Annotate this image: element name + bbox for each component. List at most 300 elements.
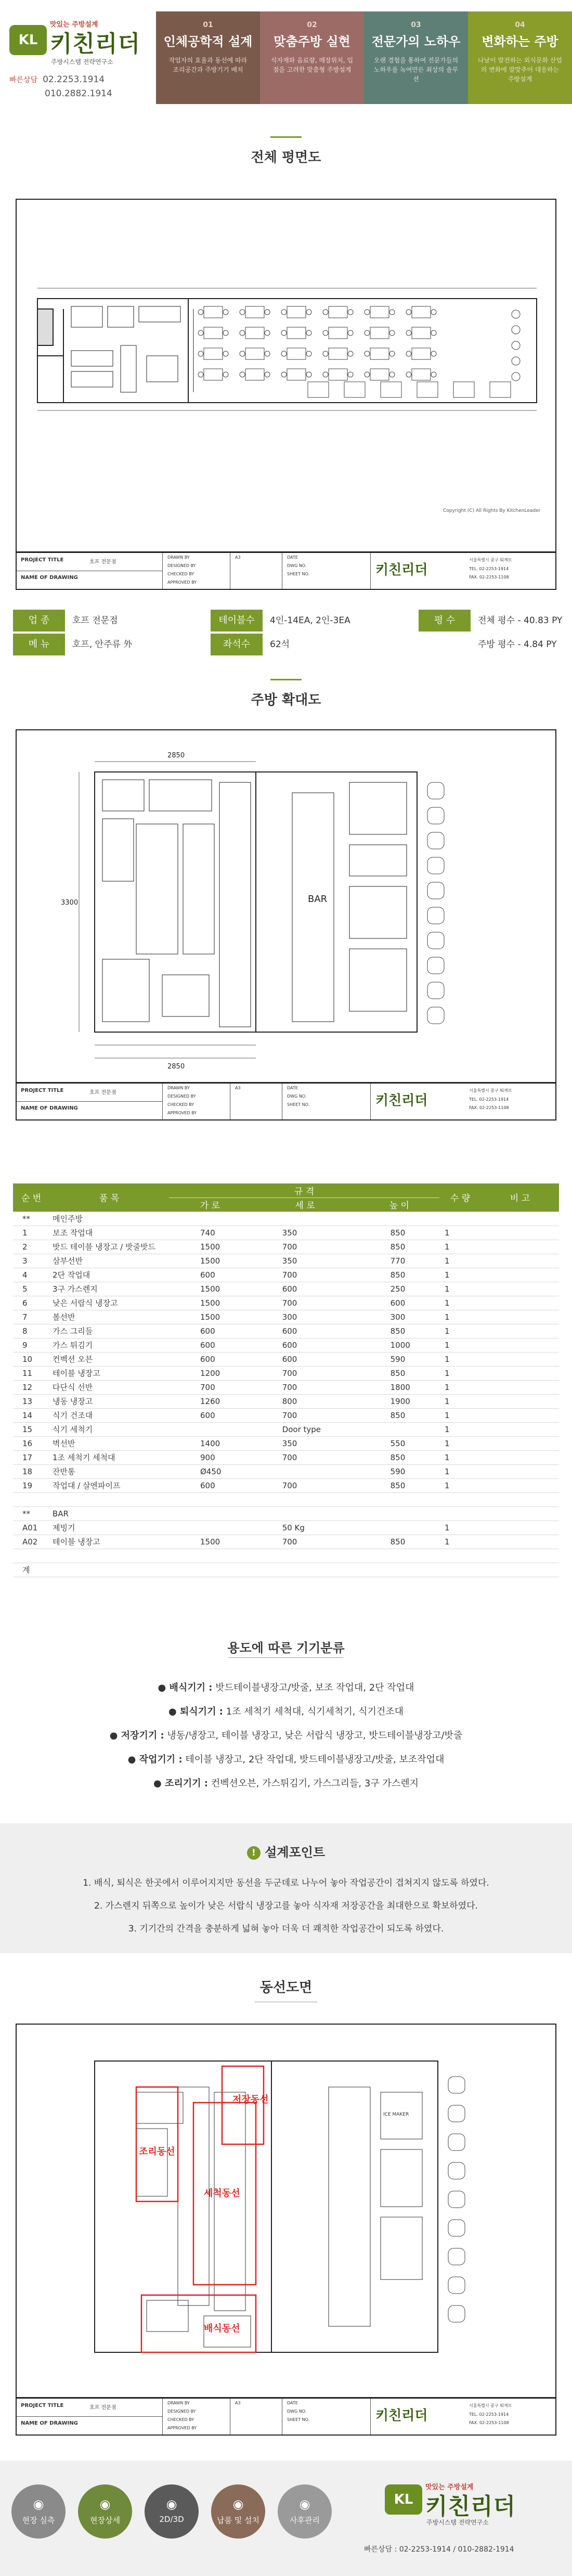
dining-table [287, 348, 306, 359]
tb-divider [17, 1101, 162, 1102]
tb-address: 서울특별시 중구 퇴계로 [469, 558, 512, 562]
cell-no: A02 [22, 1537, 38, 1547]
bar-stool [427, 932, 444, 949]
tb-date: DATE [287, 1086, 298, 1090]
cell-note [481, 1268, 559, 1282]
cell-w: 1500 [200, 1298, 220, 1308]
table-row [13, 1352, 559, 1366]
chair [265, 351, 270, 356]
cell-qty: 1 [445, 1312, 450, 1322]
dining-table [204, 306, 223, 318]
table-row [13, 1563, 559, 1577]
bar-stool [448, 2077, 465, 2093]
tb-divider [162, 1084, 163, 1119]
cell-h: 1900 [390, 1396, 410, 1406]
bar-stool [427, 1007, 444, 1024]
bar-label: BAR [308, 894, 328, 905]
chair [223, 310, 228, 315]
cell-qty: 1 [445, 1480, 450, 1490]
table-row [13, 1366, 559, 1380]
cell-no [13, 1492, 49, 1506]
cell-name [49, 1492, 169, 1506]
cell-note [481, 1521, 559, 1535]
chair [389, 372, 395, 377]
cell-w: 1500 [200, 1256, 220, 1266]
tb-date: DATE [287, 555, 298, 560]
cell-name: 벽선반 [53, 1439, 75, 1448]
chair [389, 310, 395, 315]
booth [490, 382, 511, 397]
table-row [13, 1310, 559, 1324]
cell-d: 300 [282, 1312, 297, 1322]
cell-w: 1500 [200, 1537, 220, 1547]
phone-label: 빠른상담 [9, 76, 38, 84]
logo-name: 키친리더 [425, 2493, 516, 2520]
cell-d: 700 [282, 1452, 297, 1462]
cell-note [481, 1549, 559, 1563]
table-row [13, 1254, 559, 1268]
kitchen-plan-svg [17, 730, 555, 1082]
chair [223, 330, 228, 336]
title-bar [270, 679, 302, 680]
table-row [13, 1436, 559, 1450]
tb-project-title: PROJECT TITLE [21, 557, 64, 563]
bar-stool [427, 907, 444, 924]
table-row [13, 1394, 559, 1408]
table-row [13, 1549, 559, 1563]
bar-stool [427, 807, 444, 824]
card-desc: 식자재와 음료량, 매장위치, 입점을 고려한 맞춤형 주방설계 [270, 57, 354, 73]
logo-sub: 맛있는 주방설계 [50, 21, 98, 29]
bar-stool [448, 2305, 465, 2322]
tb-sheet: SHEET NO. [287, 572, 310, 576]
flow-plan-drawing [16, 2024, 556, 2398]
logo-mark-icon: KL [385, 2484, 422, 2515]
chair [348, 310, 353, 315]
cell-qty: 1 [445, 1354, 450, 1364]
cell-note [481, 1436, 559, 1450]
cell-h [359, 1563, 439, 1577]
dining-table [245, 348, 264, 359]
tb-sheet: SHEET NO. [287, 2417, 310, 2422]
footer-logo[interactable] [385, 2481, 562, 2528]
cell-name: BAR [53, 1509, 69, 1518]
tb-project-title: PROJECT TITLE [21, 2403, 64, 2408]
phone-2[interactable]: 010.2882.1914 [45, 88, 112, 99]
cell-w [169, 1563, 251, 1577]
tb-drawn: DRAWN BY [167, 1086, 190, 1090]
tb-tel: TEL. 02-2253-1914 [469, 2412, 509, 2417]
chair [406, 330, 411, 336]
dim-top-total: 2850 [167, 752, 185, 759]
chair [281, 351, 287, 356]
section-title-kitchen: 주방 확대도 [251, 692, 321, 708]
cell-name: 2단 작업대 [53, 1270, 90, 1280]
design-point: 1. 배식, 퇴식은 한곳에서 이루어지지만 동선을 두군데로 나누어 놓아 작업공간이 겹쳐지지 않도록 하였다. [83, 1878, 489, 1888]
tb-name-of-drawing: NAME OF DRAWING [21, 1105, 78, 1111]
col-h: 높 이 [359, 1197, 439, 1212]
cell-d: 700 [282, 1242, 297, 1252]
cell-qty: 1 [445, 1340, 450, 1350]
cell-note [481, 1394, 559, 1408]
cell-note [481, 1352, 559, 1366]
card-title: 인체공학적 설계 [163, 34, 253, 49]
cell-qty [439, 1563, 481, 1577]
dim-bottom-total: 2850 [167, 1063, 185, 1071]
table-row [13, 1521, 559, 1535]
info-value: 4인-14EA, 2인-3EA [270, 615, 350, 626]
chair [306, 310, 311, 315]
flow-plan-svg [17, 2025, 555, 2397]
cell-h: 850 [390, 1242, 406, 1252]
cell-qty: 1 [445, 1242, 450, 1252]
process-step-1[interactable] [11, 2484, 66, 2539]
cell-qty: 1 [445, 1228, 450, 1238]
cell-note [481, 1366, 559, 1380]
card-number: 01 [203, 21, 213, 29]
tb-designed: DESIGNED BY [167, 1094, 196, 1099]
tb-drawn: DRAWN BY [167, 2401, 190, 2405]
table-row [13, 1212, 559, 1226]
cell-no: 13 [22, 1396, 33, 1406]
equipment-spec-table [13, 1183, 559, 1577]
cell-h [359, 1521, 439, 1535]
title-block-floor [16, 552, 556, 590]
cell-h: 850 [390, 1480, 406, 1490]
cell-name: 1조 세척기 세척대 [53, 1453, 115, 1462]
col-note: 비 고 [481, 1183, 559, 1212]
logo-sub: 맛있는 주방설계 [425, 2483, 474, 2491]
info-icon: ! [247, 1846, 261, 1860]
cell-qty [439, 1506, 481, 1521]
cell-w: 900 [200, 1452, 215, 1462]
chair [306, 330, 311, 336]
cell-no: 6 [22, 1298, 28, 1308]
tb-name-of-drawing: NAME OF DRAWING [21, 2420, 78, 2426]
bar-stool [427, 832, 444, 849]
category-line [0, 1752, 572, 1766]
cell-w: 1500 [200, 1242, 220, 1252]
cell-d [251, 1212, 359, 1226]
cell-name: 식기 건조대 [53, 1411, 93, 1420]
step-label: 사후관리 [290, 2516, 320, 2525]
chair [406, 310, 411, 315]
cell-d: 600 [282, 1340, 297, 1350]
feature-card-3[interactable] [364, 11, 468, 104]
process-step-2[interactable] [78, 2484, 132, 2539]
cell-name: 식기 세척기 [53, 1425, 93, 1434]
floor-plan-svg [17, 200, 555, 551]
cell-no: 9 [22, 1340, 28, 1350]
cell-note [481, 1563, 559, 1577]
cell-qty: 1 [445, 1537, 450, 1547]
cell-note [481, 1310, 559, 1324]
card-title: 맞춤주방 실현 [274, 34, 350, 49]
chair [323, 372, 328, 377]
process-step-3[interactable] [145, 2484, 199, 2539]
dining-table [329, 327, 347, 339]
tb-checked: CHECKED BY [167, 1102, 194, 1107]
flow-storage-label: 저장동선 [232, 2094, 269, 2105]
cell-d: 700 [282, 1270, 297, 1280]
cell-qty: 1 [445, 1284, 450, 1294]
dining-table [287, 327, 306, 339]
process-step-4[interactable] [211, 2484, 265, 2539]
cell-h [359, 1492, 439, 1506]
page-header [0, 0, 572, 104]
chair [265, 310, 270, 315]
cell-d: 350 [282, 1256, 297, 1266]
booth [344, 382, 365, 397]
chair [365, 330, 370, 336]
cell-no: 5 [22, 1284, 28, 1294]
step-label: 2D/3D [159, 2515, 184, 2524]
cell-name: 작업대 / 살엔파이프 [53, 1481, 121, 1490]
category-line [0, 1704, 572, 1718]
bar-stool [512, 372, 520, 381]
cell-note [481, 1506, 559, 1521]
tb-project: 호프 전문점 [89, 2405, 116, 2411]
tb-project: 호프 전문점 [89, 1090, 116, 1096]
category-line [0, 1728, 572, 1742]
cell-qty [439, 1549, 481, 1563]
bar-stool [448, 2220, 465, 2236]
design-points-panel [0, 1823, 572, 1953]
booth [453, 382, 474, 397]
chair [240, 372, 245, 377]
tb-divider [370, 553, 371, 589]
table-row [13, 1226, 559, 1240]
dining-table [204, 369, 223, 380]
table-row [13, 1492, 559, 1506]
bar-stool [448, 2105, 465, 2122]
category-label: ● 작업기기 : [127, 1754, 183, 1765]
cell-h: 850 [390, 1326, 406, 1336]
tb-designed: DESIGNED BY [167, 563, 196, 568]
cell-w [169, 1549, 251, 1563]
tb-date: DATE [287, 2401, 298, 2405]
section-title-floor: 전체 평면도 [251, 150, 321, 165]
dining-table [204, 327, 223, 339]
cell-name: 테이블 냉장고 [53, 1537, 100, 1547]
cell-w [169, 1506, 251, 1521]
tb-tel: TEL. 02-2253-1914 [469, 566, 509, 571]
tb-fax: FAX. 02-2253-1108 [469, 1105, 509, 1110]
cell-qty: 1 [445, 1410, 450, 1420]
cell-name: 테이블 냉장고 [53, 1369, 100, 1378]
dining-table [412, 348, 431, 359]
category-line [0, 1680, 572, 1694]
info-label: 메 뉴 [13, 634, 65, 655]
cell-qty: 1 [445, 1368, 450, 1378]
tb-project: 호프 전문점 [89, 559, 116, 565]
cell-qty [439, 1492, 481, 1506]
cell-note [481, 1450, 559, 1464]
table-row [13, 1324, 559, 1338]
cell-w: 600 [200, 1410, 215, 1420]
card-number: 04 [515, 21, 525, 29]
bar-stool [448, 2134, 465, 2150]
cell-note [481, 1492, 559, 1506]
cell-note [481, 1226, 559, 1240]
chair [431, 372, 436, 377]
cell-qty: 1 [445, 1523, 450, 1532]
cell-qty: 1 [445, 1270, 450, 1280]
tb-dwg: DWG NO. [287, 1094, 307, 1099]
kitchen-plan-drawing [16, 729, 556, 1083]
cell-no: 17 [22, 1452, 33, 1462]
category-label: ● 저장기기 : [109, 1730, 164, 1741]
chair [406, 351, 411, 356]
feature-card-2[interactable] [260, 11, 364, 104]
step-label: 현장 실측 [22, 2516, 55, 2525]
cell-no: 19 [22, 1480, 33, 1490]
cell-h: 850 [390, 1368, 406, 1378]
cell-no: 16 [22, 1438, 33, 1448]
cell-name: 냉동 냉장고 [53, 1397, 93, 1406]
logo-tag: 주방시스템 전략연구소 [51, 58, 113, 66]
cell-qty: 1 [445, 1382, 450, 1392]
cell-h [359, 1549, 439, 1563]
cell-note [481, 1408, 559, 1422]
table-row [13, 1338, 559, 1352]
cell-qty: 1 [445, 1466, 450, 1476]
bar-stool [448, 2248, 465, 2265]
col-qty: 수 량 [439, 1183, 481, 1212]
cell-note [481, 1464, 559, 1478]
cell-h: 600 [390, 1298, 406, 1308]
design-point: 3. 기기간의 간격을 충분하게 넓혀 놓아 더욱 더 쾌적한 작업공간이 되도록 하였다. [128, 1924, 444, 1934]
table-row [13, 1282, 559, 1296]
table-row [13, 1268, 559, 1282]
tb-divider [17, 2416, 162, 2417]
feature-card-4[interactable] [468, 11, 572, 104]
cell-w [169, 1492, 251, 1506]
chair [198, 330, 203, 336]
dining-table [245, 306, 264, 318]
cell-name: 컨벡션 오븐 [53, 1355, 93, 1364]
tb-approved: APPROVED BY [167, 1111, 197, 1115]
cell-d [251, 1492, 359, 1506]
floor-plan-drawing [16, 199, 556, 552]
tb-brand: 키친리더 [375, 1093, 428, 1109]
cell-no: 4 [22, 1270, 28, 1280]
chair [198, 310, 203, 315]
phone-1[interactable]: 02.2253.1914 [43, 74, 105, 85]
cell-no: A01 [22, 1523, 38, 1532]
tb-fax: FAX. 02-2253-1108 [469, 575, 509, 579]
cell-w: 600 [200, 1340, 215, 1350]
cell-w [169, 1422, 251, 1436]
cell-w: 600 [200, 1270, 215, 1280]
dining-table [204, 348, 223, 359]
cell-h: 300 [390, 1312, 406, 1322]
chair [281, 310, 287, 315]
chair [365, 372, 370, 377]
dining-table [287, 369, 306, 380]
booth [381, 382, 401, 397]
chair [323, 310, 328, 315]
process-step-5[interactable] [278, 2484, 332, 2539]
cell-name: 가스 그리들 [53, 1326, 93, 1336]
cell-no: 계 [22, 1565, 30, 1575]
bar-stool [448, 2162, 465, 2179]
category-items: 컨벡션오븐, 가스튀김기, 가스그리들, 3구 가스렌지 [208, 1778, 419, 1789]
cell-name: 잔반통 [53, 1467, 75, 1476]
cell-no: 12 [22, 1382, 33, 1392]
cell-no: 15 [22, 1424, 33, 1434]
tb-address: 서울특별시 중구 퇴계로 [469, 2403, 512, 2408]
cell-w: 740 [200, 1228, 215, 1238]
info-label: 테이블수 [211, 610, 263, 632]
cell-h: 1800 [390, 1382, 410, 1392]
card-desc: 나날이 발전하는 외식문화 산업의 변화에 발맞추어 대응하는 주방설계 [477, 57, 563, 83]
cell-no: ** [22, 1509, 30, 1518]
col-size: 규 격 [169, 1183, 439, 1197]
footer-phone[interactable]: 빠른상담 : 02-2253-1914 / 010-2882-1914 [364, 2545, 514, 2554]
cell-w: 1500 [200, 1284, 220, 1294]
cell-name: 다단식 선반 [53, 1383, 93, 1392]
cell-note [481, 1324, 559, 1338]
cell-d [251, 1549, 359, 1563]
cell-h: 850 [390, 1410, 406, 1420]
bar-stool [427, 782, 444, 799]
dining-table [370, 369, 389, 380]
chair [431, 310, 436, 315]
cell-h: 550 [390, 1438, 406, 1448]
feature-card-1[interactable] [156, 11, 260, 104]
cell-no: 1 [22, 1228, 28, 1238]
cell-w: 1500 [200, 1312, 220, 1322]
svg-text:Copyright (C) All Rights By Ki: Copyright (C) All Rights By KitchenLeader [443, 508, 541, 513]
cell-w: 1260 [200, 1396, 220, 1406]
cell-h [359, 1506, 439, 1521]
category-items: 냉동/냉장고, 테이블 냉장고, 낮은 서랍식 냉장고, 밧드테이블냉장고/밧줄 [164, 1730, 463, 1741]
cell-name: 삼부선반 [53, 1256, 83, 1266]
table-row [13, 1464, 559, 1478]
bar-stool [512, 326, 520, 334]
tb-divider [162, 2399, 163, 2435]
flow-wash-label: 세척동선 [204, 2188, 240, 2199]
table-row [13, 1478, 559, 1492]
tb-scale: A3 [235, 555, 241, 560]
step-label: 납품 및 설치 [217, 2516, 259, 2525]
category-line [0, 1776, 572, 1789]
info-value: 주방 평수 - 4.84 PY [478, 639, 557, 650]
title-block-flow [16, 2398, 556, 2436]
card-desc: 오랜 경험을 통하여 전문가들의 노하우를 녹여만든 최상의 솔루션 [373, 57, 459, 83]
section-title-flow: 동선도면 [259, 1980, 313, 1995]
cell-name: 볼선반 [53, 1312, 75, 1322]
cell-note [481, 1535, 559, 1549]
chair [240, 310, 245, 315]
card-desc: 작업자의 효율과 동선에 따라 조리공간과 주방기기 배치 [168, 57, 248, 73]
info-label: 평 수 [419, 610, 471, 632]
dining-table [370, 327, 389, 339]
step-icon: ◉ [166, 2497, 177, 2511]
brand-logo[interactable] [9, 16, 150, 68]
tb-dwg: DWG NO. [287, 2409, 307, 2414]
chair [389, 330, 395, 336]
cell-d [251, 1464, 359, 1478]
tb-checked: CHECKED BY [167, 2417, 194, 2422]
cell-note [481, 1282, 559, 1296]
cell-no: 3 [22, 1256, 28, 1266]
chair [365, 351, 370, 356]
tb-approved: APPROVED BY [167, 580, 197, 585]
design-point: 2. 가스렌지 뒤쪽으로 높이가 낮은 서랍식 냉장고를 놓아 식자재 저장공간을 최대한으로 확보하였다. [94, 1901, 478, 1911]
cell-no: 7 [22, 1312, 28, 1322]
